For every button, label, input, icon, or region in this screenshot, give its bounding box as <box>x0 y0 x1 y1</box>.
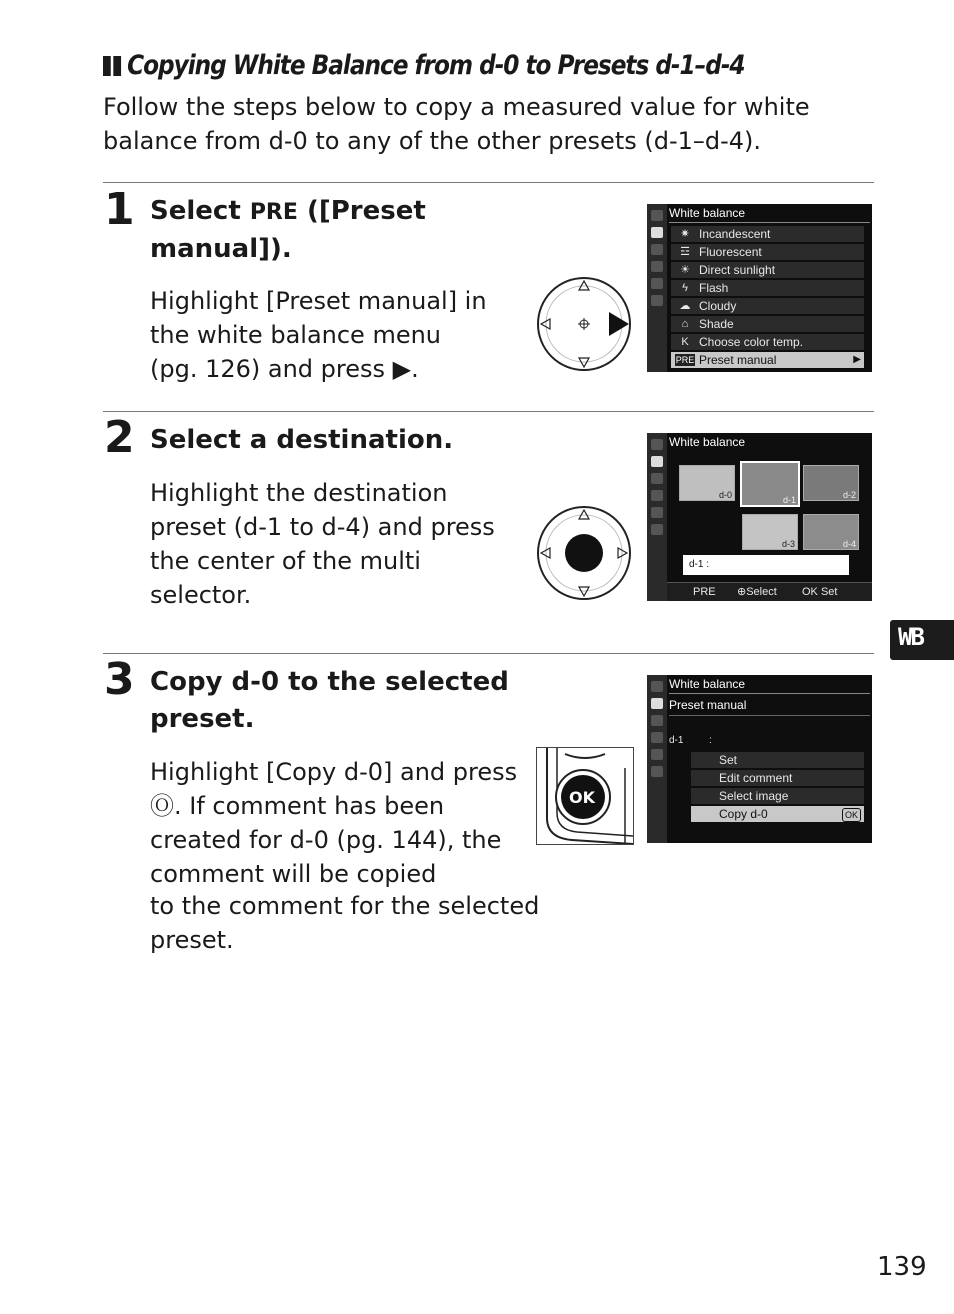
menu-item-shade[interactable]: ⌂ Shade <box>671 316 864 334</box>
menu-item-incandescent[interactable]: ✷ Incandescent <box>671 226 864 244</box>
menu-item-copy-d0[interactable]: Copy d-0 OK <box>691 806 864 824</box>
shade-icon: ⌂ <box>681 318 689 330</box>
section-title: Copying White Balance from d-0 to Presets d-1–d-4 <box>103 50 745 81</box>
menu-item-set[interactable]: Set <box>691 752 864 770</box>
screen-subheader: Preset manual <box>669 698 747 712</box>
arrow-right-icon: ▶ <box>853 354 861 365</box>
step-body: Highlight [Preset manual] in the white balance menu (pg. 126) and press ▶. <box>150 287 487 383</box>
pre-label: PRE <box>249 200 298 225</box>
chapter-tab-wb: WB <box>890 620 954 660</box>
step-number: 1 <box>104 184 135 235</box>
divider <box>103 653 874 654</box>
step-title: Select PRE ([Preset manual]). <box>150 196 426 264</box>
step-number: 3 <box>104 654 135 705</box>
multi-selector-right-icon <box>535 275 633 373</box>
menu-item-cloudy[interactable]: ☁ Cloudy <box>671 298 864 316</box>
comment-field: d-1 : <box>683 555 849 575</box>
page-number: 139 <box>877 1252 927 1282</box>
menu-item-color-temp[interactable]: K Choose color temp. <box>671 334 864 352</box>
step-number: 2 <box>104 412 135 463</box>
screen-header: White balance <box>669 435 746 449</box>
preset-label: d-1 <box>669 735 684 746</box>
preset-manual-screen: White balance Preset manual d-1 : Set Edit comment Select image Copy d-0 OK <box>647 675 872 843</box>
screen-footer: PRE ⊕Select OK Set <box>667 582 872 601</box>
step-body: Highlight [Copy d-0] and press Ⓞ. If comment has been created for d-0 (pg. 144), the comment will be copied <box>150 758 518 888</box>
menu-item-direct-sunlight[interactable]: ☀ Direct sunlight <box>671 262 864 280</box>
screen-header: White balance <box>669 677 746 691</box>
screen-header: White balance <box>669 206 746 220</box>
step-title: Select a destination. <box>150 425 454 455</box>
divider <box>103 411 874 412</box>
preset-thumb-d1[interactable]: d-1 <box>740 461 800 507</box>
preset-thumb-d0[interactable]: d-0 <box>679 465 735 501</box>
section-intro: Follow the steps below to copy a measured value for white balance from d-0 to any of the other presets (d-1–d-4). <box>103 93 810 155</box>
menu-item-preset-manual[interactable]: PRE Preset manual ▶ <box>671 352 864 370</box>
ok-icon: OK <box>842 808 861 822</box>
menu-item-flash[interactable]: ϟ Flash <box>671 280 864 298</box>
section-marker-icon <box>103 50 124 81</box>
white-balance-menu-screen <box>647 204 872 372</box>
cloud-icon: ☁ <box>679 300 691 312</box>
sun-icon: ☀ <box>680 264 690 276</box>
ok-button-label: OK <box>569 788 595 807</box>
step-body: Highlight the destination preset (d-1 to d-4) and press the center of the multi selector. <box>150 479 495 609</box>
fluorescent-icon: ☲ <box>680 246 690 258</box>
divider <box>103 182 874 183</box>
multi-selector-center-icon <box>535 504 633 602</box>
menu-tabs <box>647 204 667 372</box>
flash-icon: ϟ <box>682 282 688 294</box>
ok-button-illustration <box>536 747 634 845</box>
menu-item-edit-comment[interactable]: Edit comment <box>691 770 864 788</box>
color-temp-icon: K <box>681 336 689 348</box>
preset-destination-screen <box>647 433 872 601</box>
preset-thumb-d4[interactable]: d-4 <box>803 514 859 550</box>
step-body-continued: to the comment for the selected preset. <box>150 892 540 954</box>
menu-item-select-image[interactable]: Select image <box>691 788 864 806</box>
incandescent-icon: ✷ <box>680 228 690 240</box>
menu-item-fluorescent[interactable]: ☲ Fluorescent <box>671 244 864 262</box>
preset-icon: PRE <box>675 355 695 365</box>
preset-thumb-d2[interactable]: d-2 <box>803 465 859 501</box>
step-title: Copy d-0 to the selected preset. <box>150 667 509 734</box>
preset-thumb-d3[interactable]: d-3 <box>742 514 798 550</box>
